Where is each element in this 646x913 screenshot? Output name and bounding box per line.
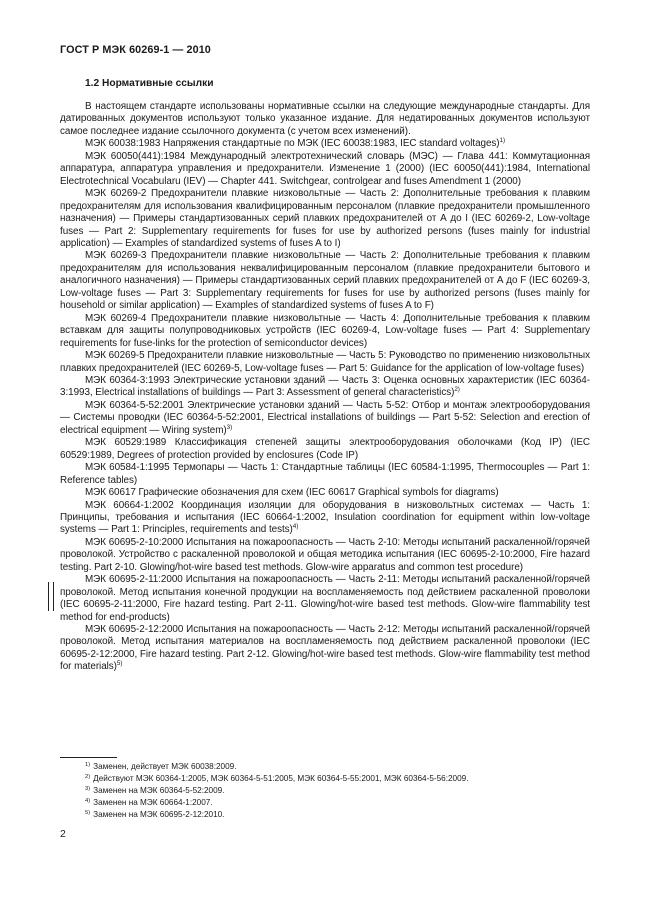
- footnote-marker: 4): [292, 523, 299, 531]
- footnote-marker: 3): [226, 423, 233, 431]
- reference-iec-60529: МЭК 60529:1989 Классификация степеней защиты электрооборудования оболочками (Код IP) (IEC 60529:1989, Degrees of protection provided by enclosures (Code IP): [60, 437, 590, 461]
- reference-iec-60269-5: МЭК 60269-5 Предохранители плавкие низковольтные — Часть 5: Руководство по применению низковольтных плавких предохранителей (IEC 60269-5, Low-voltage fuses — Part 5: Guidance for the application of low-voltage fuses): [60, 350, 590, 374]
- intro-paragraph: В настоящем стандарте использованы нормативные ссылки на следующие международные стандарты. Для датированных документов используют только указанное издание. Для недатированных документов используют самое последнее издание ссылочного документа (с учетом всех изменений).: [60, 101, 590, 137]
- footnote-marker: 5): [116, 660, 123, 668]
- footnote-item: $^{2)}$ Действуют МЭК 60364-1:2005, МЭК 60364-5-51:2005, МЭК 60364-5-55:2001, МЭК 60364-5-56:2009.: [85, 774, 469, 784]
- reference-iec-60695-2-10: МЭК 60695-2-10:2000 Испытания на пожароопасность — Часть 2-10: Методы испытаний раскаленной/горячей проволокой. Устройство с раскаленной проволокой и общая методика испытания (IEC 60695-2-10:2000, Fire hazard testing. Part 2-10. Glowing/hot-wire based test methods. Glow-wire apparatus and common test procedure): [60, 536, 590, 573]
- reference-iec-60584-1: МЭК 60584-1:1995 Термопары — Часть 1: Стандартные таблицы (IEC 60584-1:1995, Thermocouples — Part 1: Reference tables): [60, 462, 590, 486]
- main-content: [60, 78, 590, 674]
- reference-iec-60364-5-52: МЭК 60364-5-52:2001 Электрические установки зданий — Часть 5-52: Отбор и монтаж электрооборудования — Системы проводки (IEC 60364-5-52:2001, Electrical installations of buildings — Part 5-52: Selection and erection of electrical equipment — Wiring system)$^{3)}$: [60, 399, 590, 436]
- footnote-item: $^{4)}$ Заменен на МЭК 60664-1:2007.: [85, 798, 213, 808]
- footnote-item: $^{1)}$ Заменен, действует МЭК 60038:2009.: [85, 762, 237, 771]
- footnote-item: $^{5)}$ Заменен на МЭК 60695-2-12:2010.: [85, 810, 225, 820]
- reference-iec-60269-2: МЭК 60269-2 Предохранители плавкие низковольтные — Часть 2: Дополнительные требования к плавким предохранителям для использования квалифицированным персоналом (плавкие предохранители промышленного назначения) — Примеры стандартизованных серий плавких предохранителей от А до I (IEC 60269-2, Low-voltage fuses — Part 2: Supplementary requirements for fuses for use by authorized persons (fuses mainly for industrial application) — Examples of standardized systems of fuses A to I): [60, 188, 590, 249]
- reference-iec-60695-2-12: МЭК 60695-2-12:2000 Испытания на пожароопасность — Часть 2-12: Методы испытаний раскаленной/горячей проволокой. Метод испытания материалов на воспламеняемость под действием раскаленной проволоки (IEC 60695-2-12:2000, Fire hazard testing. Part 2-12. Glowing/hot-wire based test methods. Glow-wire flammability test method for materials)$^{5)}$: [60, 624, 590, 673]
- footnote-item: $^{3)}$ Заменен на МЭК 60364-5-52:2009.: [85, 786, 225, 796]
- footnotes: [85, 761, 585, 821]
- reference-iec-60617: МЭК 60617 Графические обозначения для схем (IEC 60617 Graphical symbols for diagrams): [85, 487, 499, 499]
- footnote-marker: 1): [499, 137, 506, 145]
- reference-iec-60664-1: МЭК 60664-1:2002 Координация изоляции для оборудования в низковольтных системах — Часть 1: Принципы, требования и испытания (IEC 60664-1:2002, Insulation coordination for equipment within low-voltage systems — Part 1: Principles, requirements and tests)$^{4)}$: [60, 499, 590, 536]
- revision-bar: [48, 582, 54, 611]
- reference-iec-60050-441: МЭК 60050(441):1984 Международный электротехнический словарь (МЭС) — Глава 441: Коммутационная аппаратура, аппаратура управления и предохранители. Изменение 1 (2000) (IEC 60050(441):1984, International Electrotechnical Vocabularu (IEV) — Chapter 441. Switchgear, controlgear and fuses Amendment 1 (2000): [60, 150, 590, 187]
- reference-iec-60038: МЭК 60038:1983 Напряжения стандартные по МЭК (IEC 60038:1983, IEC standard voltages)$^{1)}$: [85, 137, 506, 150]
- reference-iec-60269-3: МЭК 60269-3 Предохранители плавкие низковольтные — Часть 2: Дополнительные требования к плавким предохранителям для использования неквалифицированным персоналом (плавкие предохранители бытового и аналогичного назначения) — Примеры стандартизованных серий плавких предохранителей от А до F (IEC 60269-3, Low-voltage fuses — Part 3: Supplementary requirements for fuses for use by authorized persons (fuses mainly for household or similar application) — Examples of standardized systems of fuses A to F): [60, 250, 590, 312]
- footnote-marker: 2): [454, 386, 460, 394]
- section-title: 1.2 Нормативные ссылки: [85, 78, 214, 89]
- page-number: 2: [60, 828, 66, 840]
- reference-iec-60269-4: МЭК 60269-4 Предохранители плавкие низковольтные — Часть 4: Дополнительные требования к плавким вставкам для защиты полупроводниковых устройств (IEC 60269-4, Low-voltage fuses — Part 4: Supplementary requirements for fuse-links for the protection of semiconductor devices): [60, 312, 590, 349]
- footnote-separator: [60, 757, 117, 758]
- document-header: ГОСТ Р МЭК 60269-1 — 2010: [60, 44, 211, 56]
- reference-iec-60695-2-11: МЭК 60695-2-11:2000 Испытания на пожароопасность — Часть 2-11: Методы испытаний раскаленной/горячей проволокой. Метод испытания конечной продукции на воспламеняемость под действием раскаленной проволоки (IEC 60695-2-11:2000, Fire hazard testing. Part 2-11. Glowing/hot-wire based test methods. Glow-wire flammability test method for end-products): [60, 574, 590, 623]
- reference-iec-60364-3: МЭК 60364-3:1993 Электрические установки зданий — Часть 3: Оценка основных характеристик (IEC 60364-3:1993, Electrical installations of buildings — Part 3: Assessment of general characteristics)$^{2)}$: [60, 374, 590, 399]
